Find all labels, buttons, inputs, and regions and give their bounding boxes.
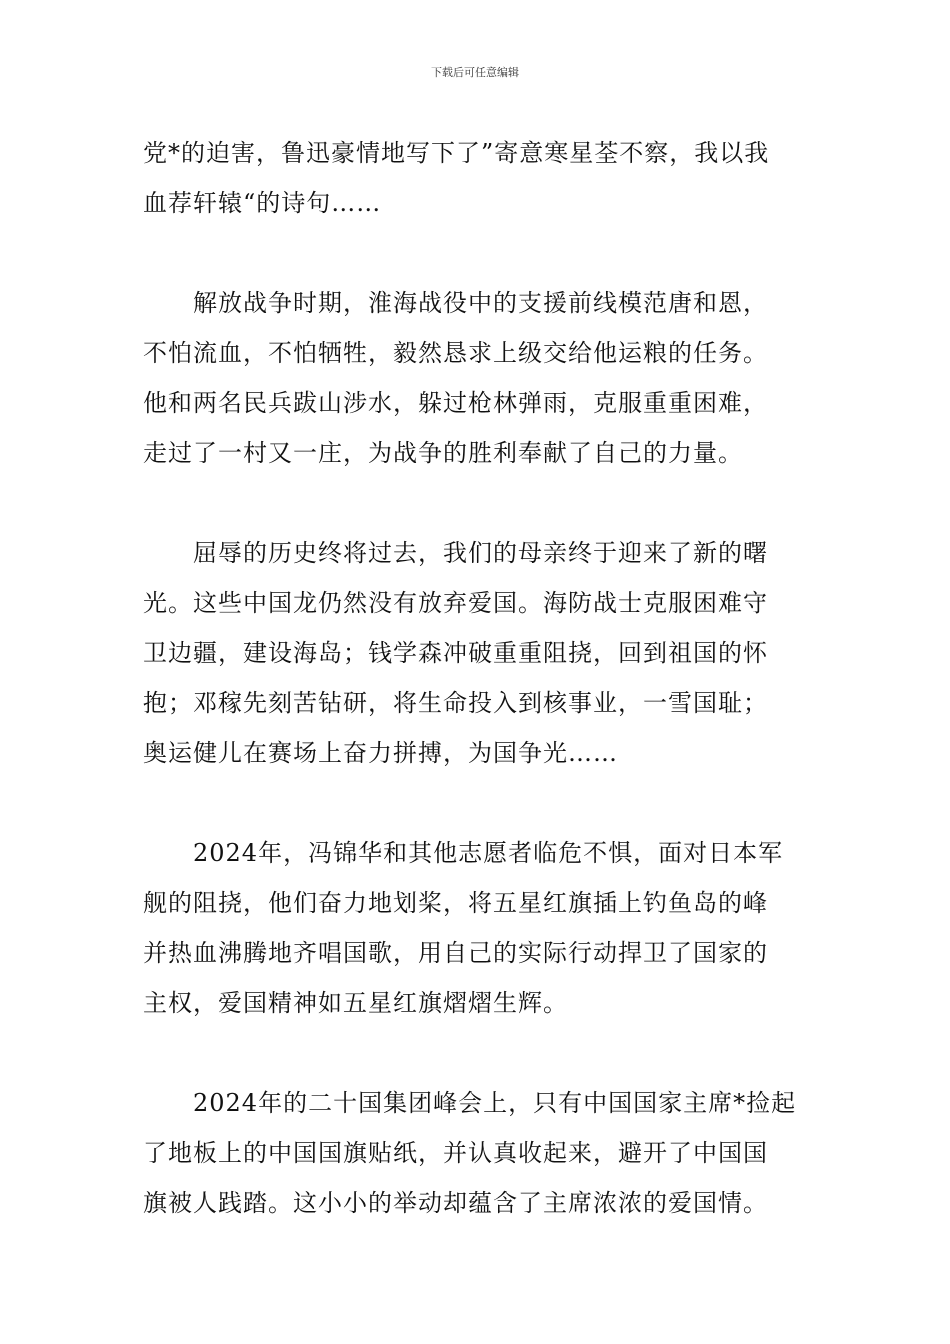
document-body bbox=[143, 128, 808, 1228]
text-line: 血荐轩辕“的诗句…… bbox=[143, 189, 382, 217]
paragraph-gap bbox=[143, 478, 808, 528]
text-line: 奥运健儿在赛场上奋力拼搏，为国争光…… bbox=[143, 739, 618, 767]
paragraph-1 bbox=[143, 128, 808, 228]
paragraph-gap bbox=[143, 228, 808, 278]
text-line: 卫边疆，建设海岛；钱学森冲破重重阻挠，回到祖国的怀 bbox=[143, 639, 768, 667]
paragraph-gap bbox=[143, 778, 808, 828]
text-line: 舰的阻挠，他们奋力地划桨，将五星红旗插上钓鱼岛的峰 bbox=[143, 889, 768, 917]
text-line: 抱；邓稼先刻苦钻研，将生命投入到核事业，一雪国耻； bbox=[143, 689, 768, 717]
text-line: 了地板上的中国国旗贴纸，并认真收起来，避开了中国国 bbox=[143, 1139, 768, 1167]
text-line: 主权，爱国精神如五星红旗熠熠生辉。 bbox=[143, 989, 568, 1017]
paragraph-4 bbox=[143, 828, 808, 1028]
text-line: 不怕流血，不怕牺牲，毅然恳求上级交给他运粮的任务。 bbox=[143, 339, 768, 367]
paragraph-5 bbox=[143, 1078, 808, 1228]
text-line: 解放战争时期，淮海战役中的支援前线模范唐和恩， bbox=[143, 289, 768, 317]
text-line: 2024年的二十国集团峰会上，只有中国国家主席*捡起 bbox=[143, 1089, 797, 1117]
text-line: 走过了一村又一庄，为战争的胜利奉献了自己的力量。 bbox=[143, 439, 743, 467]
text-line: 他和两名民兵跋山涉水，躲过枪林弹雨，克服重重困难， bbox=[143, 389, 768, 417]
paragraph-3 bbox=[143, 528, 808, 778]
paragraph-gap bbox=[143, 1028, 808, 1078]
text-line: 并热血沸腾地齐唱国歌，用自己的实际行动捍卫了国家的 bbox=[143, 939, 768, 967]
paragraph-2 bbox=[143, 278, 808, 478]
text-line: 光。这些中国龙仍然没有放弃爱国。海防战士克服困难守 bbox=[143, 589, 768, 617]
page-header-note: 下载后可任意编辑 bbox=[431, 66, 519, 79]
text-line: 旗被人践踏。这小小的举动却蕴含了主席浓浓的爱国情。 bbox=[143, 1189, 768, 1217]
text-line: 党*的迫害，鲁迅豪情地写下了”寄意寒星荃不察，我以我 bbox=[143, 139, 770, 167]
text-line: 屈辱的历史终将过去，我们的母亲终于迎来了新的曙 bbox=[143, 539, 768, 567]
text-line: 2024年，冯锦华和其他志愿者临危不惧，面对日本军 bbox=[143, 839, 784, 867]
